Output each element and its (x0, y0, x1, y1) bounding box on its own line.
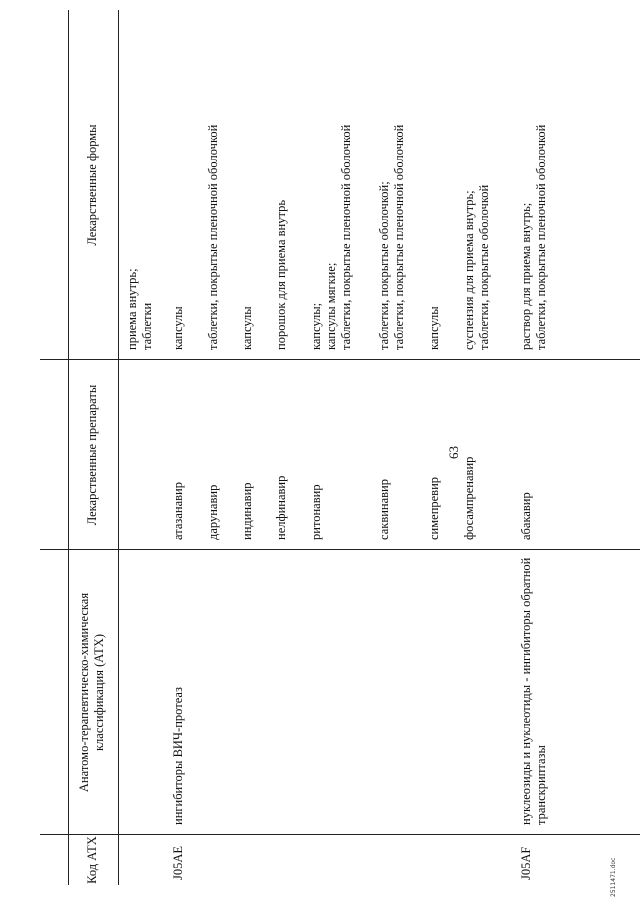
row-drug: фосампренавир (462, 456, 476, 540)
form-line: таблетки, покрытые пленочной оболочкой (339, 124, 353, 350)
row-drug: индинавир (240, 482, 254, 540)
row-drug: саквинавир (377, 479, 391, 540)
row-drug: абакавир (519, 492, 533, 540)
form-line: таблетки, покрытые оболочкой (477, 184, 491, 350)
col-divider-2 (40, 549, 640, 550)
row-form (377, 20, 407, 350)
page-number: 63 (446, 446, 461, 459)
form-line: таблетки, покрытые пленочной оболочкой (534, 124, 548, 350)
row-form (519, 20, 549, 350)
col-divider-3 (40, 359, 640, 360)
row-code: J05AE (171, 845, 185, 880)
row-form: капсулы (427, 306, 441, 350)
carryover-line-1: приема внутрь; (125, 268, 139, 350)
row-drug: атазанавир (171, 482, 185, 540)
row-form (462, 20, 492, 350)
header-form: Лекарственные формы (85, 124, 99, 246)
col-divider-1 (40, 834, 640, 835)
header-code: Код АТХ (85, 836, 99, 884)
row-form (309, 20, 354, 350)
form-line: таблетки, покрытые оболочкой; (377, 181, 391, 350)
header-drug: Лекарственные препараты (85, 384, 99, 526)
form-line: капсулы мягкие; (324, 262, 338, 350)
form-line: раствор для приема внутрь; (519, 202, 533, 350)
row-form: капсулы (171, 306, 185, 350)
carryover-form (125, 20, 155, 350)
row-class: нуклеозиды и нуклеотиды - ингибиторы обратной транскриптазы (519, 557, 548, 825)
form-line: капсулы; (309, 302, 323, 350)
carryover-line-2: таблетки (140, 302, 154, 350)
row-class: ингибиторы ВИЧ-протеаз (171, 687, 185, 825)
row-drug: ритонавир (309, 484, 323, 540)
form-line: таблетки, покрытые пленочной оболочкой (392, 124, 406, 350)
row-form: капсулы (240, 306, 254, 350)
form-line: суспензия для приема внутрь; (462, 190, 476, 350)
row-form: порошок для приема внутрь (274, 199, 288, 350)
row-code: J05AF (519, 846, 533, 880)
header-class: Анатомо-терапевтическо-химическая классификация (АТХ) (77, 592, 106, 793)
row-drug: дарунавир (206, 484, 220, 540)
file-name-footer: 2511471.doc (610, 857, 617, 897)
row-drug: нелфинавир (274, 475, 288, 540)
header-bottom-border (118, 10, 119, 885)
row-form: таблетки, покрытые пленочной оболочкой (206, 124, 220, 350)
row-drug: симепревир (427, 476, 441, 540)
table-top-border (68, 10, 69, 885)
